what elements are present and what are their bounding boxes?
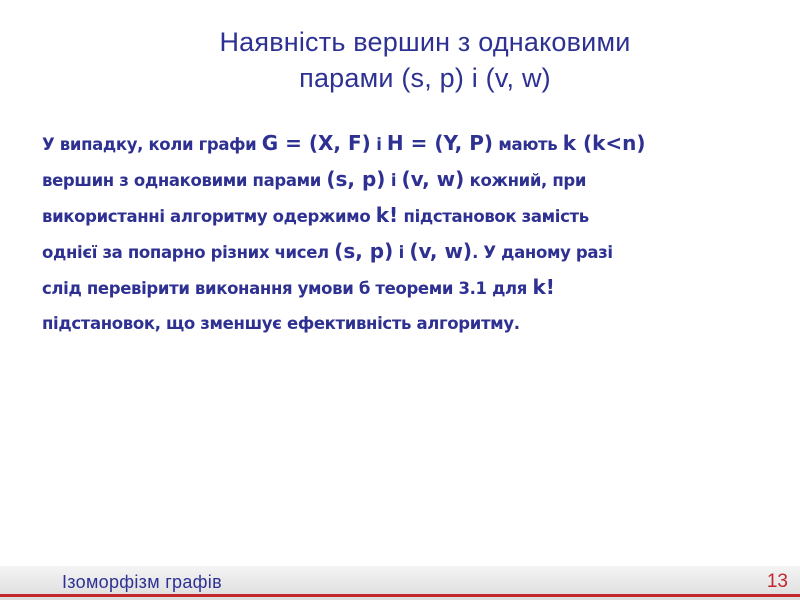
math-expression: G = (X, F) — [261, 131, 371, 155]
body-text-segment: однієї за попарно різних чисел — [42, 243, 335, 262]
math-expression: k! — [532, 275, 555, 299]
body-line — [42, 270, 762, 306]
math-expression: (v, w) — [409, 239, 473, 263]
body-text-segment: слід перевірити виконання умови б теореми 3.1 для — [42, 279, 533, 298]
body-text-segment: . У даному разі — [472, 243, 613, 262]
body-text-segment: і — [385, 171, 402, 190]
body-text-segment: підстановок, що зменшує ефективність алгоритму. — [42, 314, 520, 333]
body-text-segment: У випадку, коли графи — [42, 135, 262, 154]
slide-title-line-1: Наявність вершин з однаковими — [219, 27, 631, 57]
body-line — [42, 198, 762, 234]
body-text-segment: підстановок замість — [398, 207, 589, 226]
body-line — [42, 162, 762, 198]
body-line — [42, 306, 762, 341]
body-text-segment: і — [370, 135, 387, 154]
math-expression: H = (Y, P) — [386, 131, 493, 155]
slide-title-line-2: парами (s, p) і (v, w) — [299, 63, 551, 93]
math-expression: (s, p) — [326, 167, 386, 191]
body-text-segment: і — [393, 243, 410, 262]
footer-title: Ізоморфізм графів — [62, 572, 222, 592]
body-line — [42, 126, 762, 162]
math-expression: k (k<n) — [562, 131, 646, 155]
footer-bar — [0, 566, 800, 600]
body-text-segment: вершин з однаковими парами — [42, 171, 327, 190]
math-expression: (s, p) — [334, 239, 394, 263]
body-text-segment: кожний, при — [464, 171, 587, 190]
body-text-segment: мають — [493, 135, 563, 154]
body-paragraph — [42, 126, 762, 341]
footer-divider — [0, 594, 800, 597]
slide-title — [150, 24, 700, 96]
math-expression: (v, w) — [401, 167, 465, 191]
page-number: 13 — [766, 571, 788, 592]
body-line — [42, 234, 762, 270]
body-text-segment: використанні алгоритму одержимо — [42, 207, 376, 226]
math-expression: k! — [375, 203, 399, 227]
